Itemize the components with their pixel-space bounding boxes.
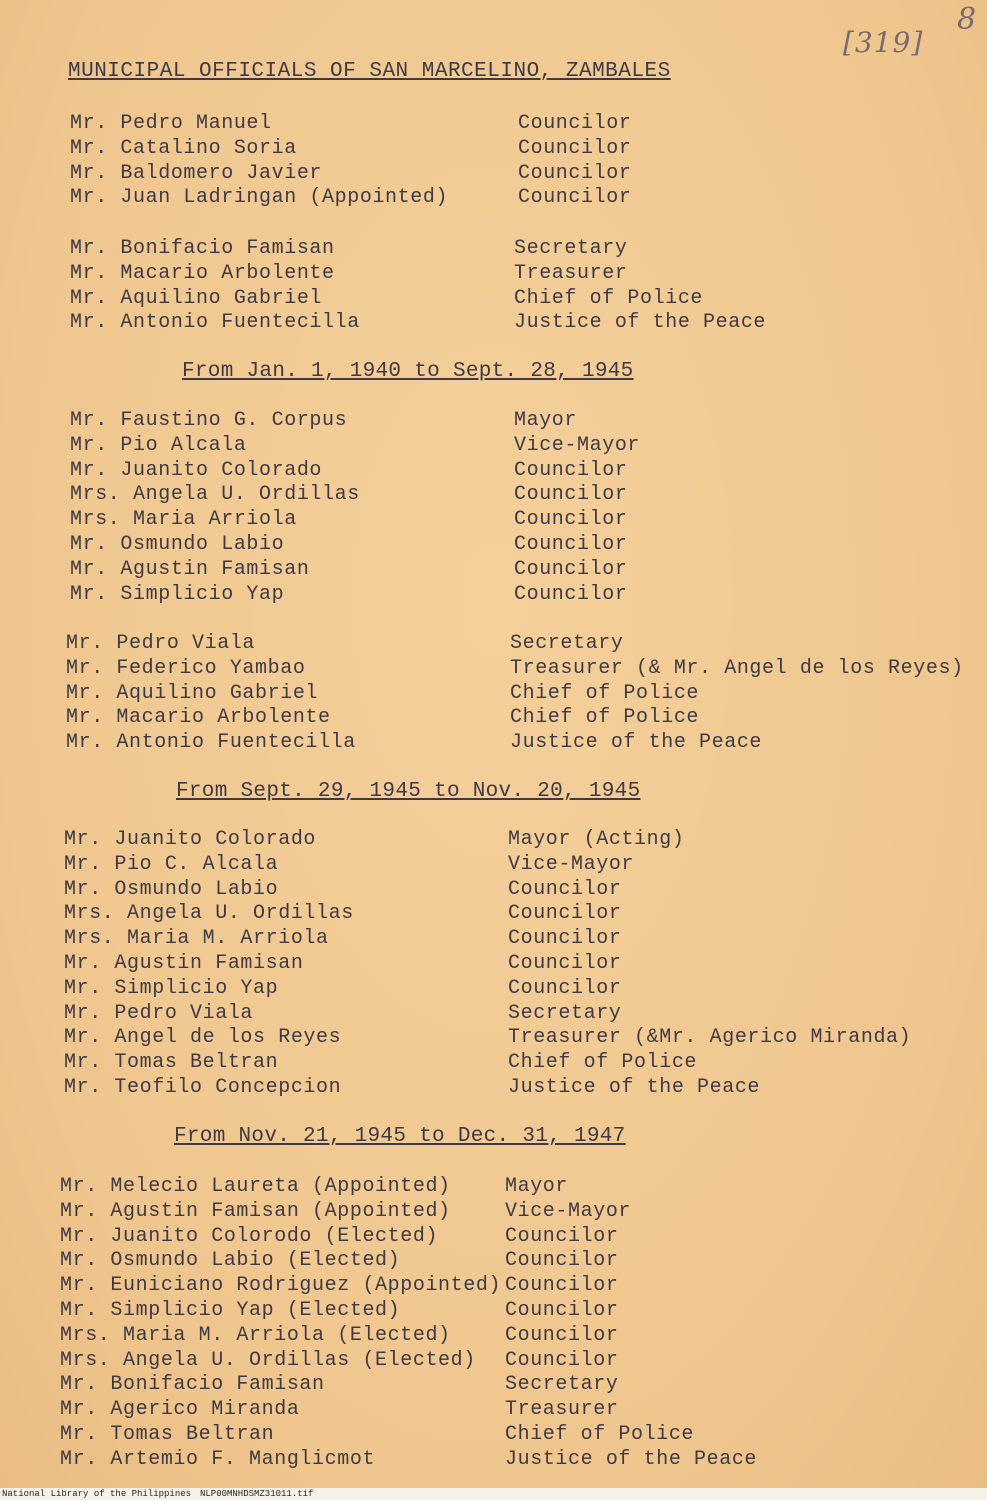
official-row bbox=[64, 1002, 900, 1026]
official-name: Mr. Bonifacio Famisan bbox=[60, 1373, 325, 1397]
official-row bbox=[70, 262, 900, 286]
official-row bbox=[66, 706, 900, 730]
official-position: Treasurer bbox=[505, 1398, 619, 1422]
official-position: Councilor bbox=[505, 1249, 619, 1273]
official-row bbox=[64, 902, 900, 926]
official-position: Councilor bbox=[514, 582, 628, 606]
official-position: Councilor bbox=[518, 112, 632, 135]
official-row bbox=[70, 311, 900, 335]
official-row bbox=[70, 112, 900, 136]
official-row bbox=[60, 1225, 900, 1249]
official-name: Mr. Aquilino Gabriel bbox=[70, 286, 323, 310]
footer-library: National Library of the Philippines bbox=[2, 1489, 192, 1499]
official-row bbox=[70, 434, 900, 458]
official-row bbox=[64, 927, 900, 951]
official-position: Justice of the Peace bbox=[514, 311, 767, 335]
official-position: Justice of the Peace bbox=[508, 1076, 761, 1099]
official-name: Mr. Juanito Colorado bbox=[70, 458, 323, 482]
official-row bbox=[64, 1051, 900, 1075]
official-position: Secretary bbox=[508, 1001, 622, 1025]
official-name: Mr. Simplicio Yap (Elected) bbox=[60, 1299, 401, 1322]
official-name: Mr. Tomas Beltran bbox=[60, 1423, 275, 1446]
official-row bbox=[60, 1448, 900, 1472]
official-name: Mr. Osmundo Labio bbox=[64, 877, 279, 901]
official-row bbox=[64, 977, 900, 1001]
official-name: Mr. Tomas Beltran bbox=[64, 1051, 279, 1075]
official-row bbox=[60, 1398, 900, 1422]
official-name: Mrs. Maria Arriola bbox=[70, 508, 297, 532]
official-position: Councilor bbox=[508, 877, 622, 901]
official-position: Secretary bbox=[514, 237, 628, 260]
official-name: Mr. Bonifacio Famisan bbox=[70, 237, 335, 260]
official-name: Mr. Macario Arbolente bbox=[66, 706, 331, 730]
period-heading: From Jan. 1, 1940 to Sept. 28, 1945 bbox=[182, 360, 634, 383]
official-name: Mr. Osmundo Labio bbox=[70, 533, 285, 556]
official-position: Councilor bbox=[508, 927, 622, 951]
official-row bbox=[60, 1423, 900, 1447]
official-position: Treasurer bbox=[514, 261, 628, 285]
official-row bbox=[64, 878, 900, 902]
official-name: Mr. Juanito Colorado bbox=[64, 828, 317, 851]
official-row bbox=[64, 828, 900, 852]
official-name: Mr. Macario Arbolente bbox=[70, 261, 335, 285]
official-name: Mr. Angel de los Reyes bbox=[64, 1026, 342, 1050]
official-position: Councilor bbox=[505, 1299, 619, 1322]
official-row bbox=[70, 483, 900, 507]
official-position: Councilor bbox=[518, 136, 632, 160]
official-position: Councilor bbox=[518, 186, 632, 210]
scan-footer bbox=[0, 1488, 987, 1500]
official-row bbox=[70, 162, 900, 186]
official-row bbox=[70, 287, 900, 311]
official-name: Mr. Artemio F. Manglicmot bbox=[60, 1447, 376, 1471]
official-row bbox=[60, 1274, 900, 1298]
official-row bbox=[66, 731, 900, 755]
official-position: Councilor bbox=[508, 902, 622, 926]
official-row bbox=[60, 1349, 900, 1373]
official-position: Chief of Police bbox=[510, 681, 700, 705]
footer-file: NLP00MNHDSMZ31011.tif bbox=[200, 1489, 314, 1499]
official-row bbox=[64, 952, 900, 976]
official-name: Mr. Pedro Viala bbox=[64, 1001, 254, 1025]
official-position: Vice-Mayor bbox=[505, 1199, 632, 1223]
official-position: Councilor bbox=[505, 1323, 619, 1347]
official-name: Mr. Baldomero Javier bbox=[70, 161, 323, 185]
official-name: Mrs. Angela U. Ordillas bbox=[70, 483, 360, 507]
official-row bbox=[70, 558, 900, 582]
official-name: Mrs. Maria M. Arriola (Elected) bbox=[60, 1323, 451, 1347]
official-position: Councilor bbox=[508, 976, 622, 1000]
official-name: Mrs. Maria M. Arriola bbox=[64, 927, 329, 951]
official-position: Councilor bbox=[514, 508, 628, 532]
period-heading: From Nov. 21, 1945 to Dec. 31, 1947 bbox=[174, 1125, 626, 1148]
official-name: Mr. Agustin Famisan (Appointed) bbox=[60, 1199, 451, 1223]
official-position: Chief of Police bbox=[505, 1423, 695, 1446]
official-row bbox=[70, 533, 900, 557]
official-position: Mayor bbox=[505, 1175, 569, 1198]
document-title: MUNICIPAL OFFICIALS OF SAN MARCELINO, ZAMBALES bbox=[68, 60, 671, 83]
official-position: Councilor bbox=[505, 1224, 619, 1248]
official-position: Chief of Police bbox=[508, 1051, 698, 1075]
official-row bbox=[66, 682, 900, 706]
official-position: Councilor bbox=[505, 1348, 619, 1372]
official-position: Justice of the Peace bbox=[510, 731, 763, 755]
official-name: Mr. Juan Ladringan (Appointed) bbox=[70, 186, 449, 210]
official-row bbox=[60, 1249, 900, 1273]
official-name: Mr. Agustin Famisan bbox=[70, 557, 310, 581]
official-name: Mr. Pedro Manuel bbox=[70, 112, 272, 135]
official-row bbox=[66, 632, 900, 656]
official-row bbox=[70, 186, 900, 210]
official-row bbox=[60, 1373, 900, 1397]
official-position: Vice-Mayor bbox=[514, 433, 641, 457]
official-name: Mr. Pio Alcala bbox=[70, 433, 247, 457]
official-position: Chief of Police bbox=[510, 706, 700, 730]
official-name: Mr. Euniciano Rodriguez (Appointed) bbox=[60, 1274, 502, 1298]
official-position: Secretary bbox=[505, 1373, 619, 1397]
official-row bbox=[64, 853, 900, 877]
official-position: Councilor bbox=[518, 161, 632, 185]
official-position: Mayor (Acting) bbox=[508, 828, 685, 851]
official-row bbox=[70, 459, 900, 483]
official-row bbox=[60, 1175, 900, 1199]
official-name: Mr. Aquilino Gabriel bbox=[66, 681, 319, 705]
official-name: Mr. Federico Yambao bbox=[66, 656, 306, 680]
official-name: Mr. Simplicio Yap bbox=[70, 582, 285, 606]
official-position: Councilor bbox=[514, 533, 628, 556]
official-position: Councilor bbox=[514, 458, 628, 482]
official-name: Mr. Osmundo Labio (Elected) bbox=[60, 1249, 401, 1273]
official-row bbox=[70, 508, 900, 532]
official-row bbox=[64, 1076, 900, 1100]
official-name: Mr. Antonio Fuentecilla bbox=[66, 731, 356, 755]
official-name: Mr. Simplicio Yap bbox=[64, 976, 279, 1000]
official-position: Justice of the Peace bbox=[505, 1447, 758, 1471]
official-name: Mr. Agustin Famisan bbox=[64, 952, 304, 975]
official-name: Mr. Teofilo Concepcion bbox=[64, 1076, 342, 1099]
official-name: Mr. Catalino Soria bbox=[70, 136, 297, 160]
official-name: Mr. Juanito Colorodo (Elected) bbox=[60, 1224, 439, 1248]
official-name: Mrs. Angela U. Ordillas (Elected) bbox=[60, 1348, 476, 1372]
official-row bbox=[60, 1324, 900, 1348]
official-row bbox=[70, 583, 900, 607]
official-row bbox=[60, 1299, 900, 1323]
official-position: Councilor bbox=[514, 557, 628, 581]
official-name: Mr. Agerico Miranda bbox=[60, 1398, 300, 1422]
official-name: Mr. Faustino G. Corpus bbox=[70, 409, 348, 432]
official-row bbox=[70, 409, 900, 433]
official-position: Secretary bbox=[510, 632, 624, 655]
official-position: Treasurer (& Mr. Angel de los Reyes) bbox=[510, 656, 964, 680]
official-row bbox=[70, 137, 900, 161]
official-row bbox=[60, 1200, 900, 1224]
official-name: Mrs. Angela U. Ordillas bbox=[64, 902, 354, 926]
official-position: Councilor bbox=[514, 483, 628, 507]
official-name: Mr. Pio C. Alcala bbox=[64, 852, 279, 876]
handwritten-page-number: 8 bbox=[957, 2, 977, 37]
official-position: Chief of Police bbox=[514, 286, 704, 310]
official-name: Mr. Pedro Viala bbox=[66, 632, 256, 655]
official-position: Councilor bbox=[508, 952, 622, 975]
official-position: Councilor bbox=[505, 1274, 619, 1298]
official-position: Treasurer (&Mr. Agerico Miranda) bbox=[508, 1026, 912, 1050]
official-position: Mayor bbox=[514, 409, 578, 432]
handwritten-archive-number: [319] bbox=[843, 26, 924, 59]
official-row bbox=[66, 656, 964, 681]
official-name: Mr. Melecio Laureta (Appointed) bbox=[60, 1175, 451, 1198]
official-position: Vice-Mayor bbox=[508, 852, 635, 876]
official-name: Mr. Antonio Fuentecilla bbox=[70, 311, 360, 335]
official-row bbox=[64, 1026, 912, 1050]
official-row bbox=[70, 237, 900, 261]
period-heading: From Sept. 29, 1945 to Nov. 20, 1945 bbox=[176, 780, 641, 803]
